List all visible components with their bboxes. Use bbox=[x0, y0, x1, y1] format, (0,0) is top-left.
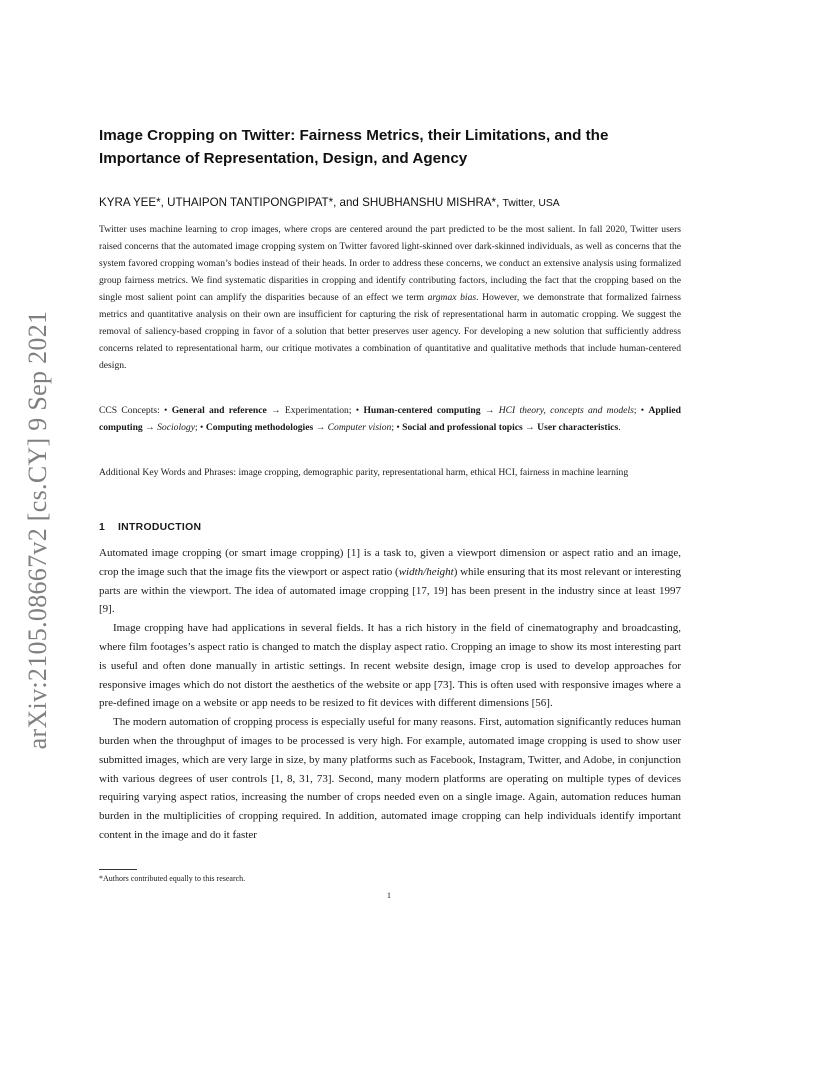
keywords: Additional Key Words and Phrases: image cropping, demographic parity, representational harm, ethical HCI, fairness in machine learning bbox=[99, 467, 629, 478]
introduction-body bbox=[99, 544, 681, 845]
ccs-label: CCS Concepts: • bbox=[99, 405, 168, 416]
ccs-separator: ; • bbox=[633, 405, 645, 416]
section-heading bbox=[99, 522, 201, 533]
ccs-concept-2: Human-centered computing bbox=[363, 405, 481, 416]
section-title: INTRODUCTION bbox=[118, 522, 202, 533]
ccs-arrow: → bbox=[145, 422, 155, 433]
ccs-concept-1: General and reference bbox=[171, 405, 267, 416]
paragraph-1 bbox=[99, 544, 681, 619]
ccs-concept-2-sub: HCI theory, concepts and models bbox=[498, 405, 634, 416]
ccs-separator: ; • bbox=[194, 422, 204, 433]
section-number: 1 bbox=[99, 522, 106, 533]
title-line-1: Image Cropping on Twitter: Fairness Metrics, their Limitations, and the bbox=[99, 127, 609, 144]
paragraph-1-text-end: ) while ensuring that its most relevant or interesting parts are within the viewport. The idea of automated image cropping [17, 19] has been present in the industry since at least 1997 [9]. bbox=[99, 565, 681, 616]
ccs-arrow: → bbox=[484, 405, 495, 416]
ccs-arrow: → bbox=[315, 422, 326, 433]
paper-title bbox=[99, 124, 739, 170]
abstract-text-2: . However, we demonstrate that formalized fairness metrics and quantitative analysis on their own are insufficient for capturing the risk of representational harm in automatic cropping. We suggest the removal of saliency-based cropping in favor of a solution that better preserves user agency. For developing a new solution that sufficiently address concerns related to representational harm, our critique motivates a combination of quantitative and qualitative methods that include human-centered design. bbox=[99, 292, 681, 371]
ccs-concept-1-sub: → Experimentation; • bbox=[271, 405, 360, 416]
author-names: KYRA YEE*, UTHAIPON TANTIPONGPIPAT*, and SHUBHANSHU MISHRA*, bbox=[99, 196, 500, 209]
paragraph-1-text: Automated image cropping (or smart image cropping) [1] is a task to, given a viewport dimension or aspect ratio and an image, crop the image such that the image fits the viewport or aspect ratio ( bbox=[99, 547, 681, 578]
abstract-emphasis: argmax bias bbox=[427, 292, 477, 303]
arxiv-identifier: arXiv:2105.08667v2 [cs.CY] 9 Sep 2021 bbox=[23, 310, 52, 750]
footnote-rule bbox=[99, 869, 137, 870]
abstract bbox=[99, 221, 681, 374]
ccs-concept-5-sub: User characteristics bbox=[537, 422, 619, 433]
paragraph-1-emphasis: width/height bbox=[398, 565, 454, 578]
paragraph-2: Image cropping have had applications in several fields. It has a rich history in the field of cinematography and broadcasting, where film footages’s aspect ratio is changed to match the display aspect ratio. Cropping an image to show its most interesting part is useful and often done manually in artistic settings. In recent website design, image crop is used to develop approaches for responsive images which do not distort the aesthetics of the website or app [73]. This is often used with responsive images where a pre-defined image on a website or app needs to be resized to fit devices with different dimensions [56]. bbox=[99, 622, 681, 710]
author-list bbox=[99, 196, 739, 209]
ccs-arrow: → bbox=[525, 422, 535, 433]
ccs-concept-4-sub: Computer vision bbox=[327, 422, 392, 433]
ccs-concept-3-sub: Sociology bbox=[157, 422, 195, 433]
paragraph-3: The modern automation of cropping process is especially useful for many reasons. First, automation significantly reduces human burden when the throughput of images to be processed is very high. For example, automated image cropping is used to show user submitted images, which are very large in size, by many platforms such as Facebook, Instagram, Twitter, and Adobe, in conjunction with various degrees of user controls [1, 8, 31, 73]. Second, many modern platforms are operating on multiple types of devices requiring varying aspect ratios, increasing the number of crops needed even on a single image. Again, automation reduces human burden in the multiplicities of cropping required. In addition, automated image cropping can help individuals identify important content in the image and do it faster bbox=[99, 716, 681, 841]
ccs-separator: ; • bbox=[391, 422, 400, 433]
abstract-text-1: Twitter uses machine learning to crop images, where crops are centered around the part predicted to be the most salient. In fall 2020, Twitter users raised concerns that the automated image cropping system on Twitter favored light-skinned over dark-skinned individuals, as well as concerns that the system favored cropping woman’s bodies instead of their heads. In order to address these concerns, we conduct an extensive analysis using formalized group fairness metrics. We find systematic disparities in cropping and identify contributing factors, including the fact that the cropping based on the single most salient point can amplify the disparities because of an effect we term bbox=[99, 224, 681, 303]
ccs-separator: . bbox=[618, 422, 621, 433]
ccs-concepts bbox=[99, 402, 681, 436]
ccs-concept-3: Applied computing bbox=[99, 405, 681, 433]
ccs-concept-5: Social and professional topics bbox=[402, 422, 523, 433]
author-affiliation: Twitter, USA bbox=[502, 198, 560, 209]
footnote: *Authors contributed equally to this research. bbox=[99, 874, 246, 883]
title-line-2: Importance of Representation, Design, and Agency bbox=[99, 150, 468, 167]
page-number: 1 bbox=[386, 891, 392, 900]
ccs-concept-4: Computing methodologies bbox=[205, 422, 314, 433]
